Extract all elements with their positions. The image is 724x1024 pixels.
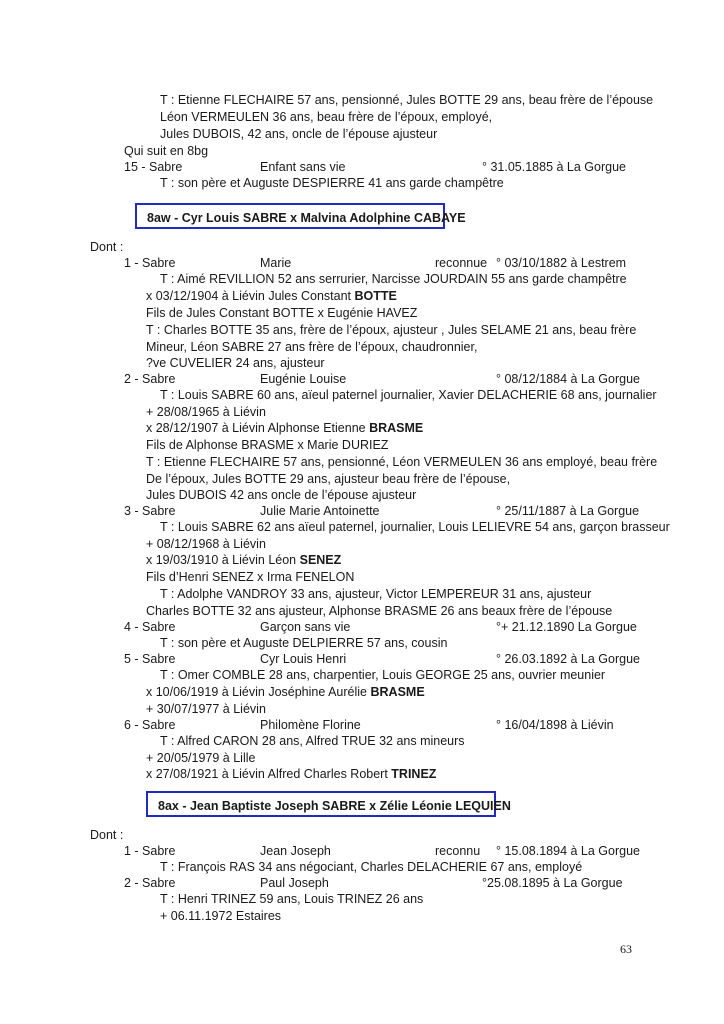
child-row (124, 371, 664, 387)
marriage-line: x 27/08/1921 à Liévin Alfred Charles Robert TRINEZ (146, 767, 437, 781)
child-birth: ° 26.03.1892 à La Gorgue (496, 652, 641, 666)
child-status: reconnu (435, 844, 481, 858)
child-number: 2 - Sabre (124, 876, 176, 890)
parents-line: Fils d’Henri SENEZ x Irma FENELON (146, 570, 355, 584)
child-birth: °25.08.1895 à La Gorgue (482, 876, 623, 890)
witness-line: T : Etienne FLECHAIRE 57 ans, pensionné, Jules BOTTE 29 ans, beau frère de l’épouse (160, 93, 654, 107)
death-line: + 30/07/1977 à Liévin (146, 702, 266, 716)
spouse-surname: BOTTE (354, 289, 397, 303)
child-status: reconnue (435, 256, 488, 270)
page-number: 63 (620, 942, 632, 956)
witness-line: Charles BOTTE 32 ans ajusteur, Alphonse BRASME 26 ans beaux frère de l’épouse (146, 604, 613, 618)
spouse-surname: BRASME (369, 421, 424, 435)
marriage-line: x 03/12/1904 à Liévin Jules Constant BOTTE (146, 289, 397, 303)
child-name: Philomène Florine (260, 718, 361, 732)
witness-line: T : Alfred CARON 28 ans, Alfred TRUE 32 ans mineurs (160, 734, 465, 748)
witness-line: T : Charles BOTTE 35 ans, frère de l’époux, ajusteur , Jules SELAME 21 ans, beau frère (146, 323, 637, 337)
witness-line: T : Etienne FLECHAIRE 57 ans, pensionné, Léon VERMEULEN 36 ans employé, beau frère (146, 455, 658, 469)
witness-line: T : François RAS 34 ans négociant, Charles DELACHERIE 67 ans, employé (160, 860, 583, 874)
child-row (124, 503, 664, 519)
witness-line: T : Louis SABRE 62 ans aïeul paternel, journalier, Louis LELIEVRE 54 ans, garçon brasseur (160, 520, 670, 534)
death-line: + 08/12/1968 à Liévin (146, 537, 266, 551)
child-name: Jean Joseph (260, 844, 331, 858)
parents-line: Fils de Jules Constant BOTTE x Eugénie HAVEZ (146, 306, 418, 320)
child-name: Eugénie Louise (260, 372, 347, 386)
dont-label: Dont : (90, 828, 124, 842)
witness-line: T : Louis SABRE 60 ans, aïeul paternel journalier, Xavier DELACHERIE 68 ans, journalier (160, 388, 657, 402)
spouse-surname: BRASME (370, 685, 425, 699)
family-header-8ax: 8ax - Jean Baptiste Joseph SABRE x Zélie Léonie LEQUIEN (146, 791, 496, 817)
child-row (124, 875, 664, 891)
child-row (124, 843, 664, 859)
child-number: 1 - Sabre (124, 256, 176, 270)
child-row (124, 255, 664, 271)
child-name: Cyr Louis Henri (260, 652, 347, 666)
marriage-line: x 10/06/1919 à Liévin Joséphine Aurélie BRASME (146, 685, 425, 699)
family-header-8aw: 8aw - Cyr Louis SABRE x Malvina Adolphine CABAYE (135, 203, 445, 229)
witness-line: Jules DUBOIS, 42 ans, oncle de l’épouse ajusteur (160, 127, 438, 141)
child-number: 5 - Sabre (124, 652, 176, 666)
witness-line: De l’époux, Jules BOTTE 29 ans, ajusteur beau frère de l’épouse, (146, 472, 511, 486)
marriage-line: x 19/03/1910 à Liévin Léon SENEZ (146, 553, 342, 567)
child-name: Julie Marie Antoinette (260, 504, 380, 518)
child-name: Paul Joseph (260, 876, 329, 890)
death-line: + 28/08/1965 à Liévin (146, 405, 266, 419)
child-row (124, 159, 664, 175)
child-birth: °+ 21.12.1890 La Gorgue (496, 620, 637, 634)
child-number: 6 - Sabre (124, 718, 176, 732)
child-birth: ° 08/12/1884 à La Gorgue (496, 372, 641, 386)
death-line: + 06.11.1972 Estaires (160, 909, 282, 923)
witness-line: Léon VERMEULEN 36 ans, beau frère de l’époux, employé, (160, 110, 493, 124)
child-name: Marie (260, 256, 292, 270)
child-row (124, 717, 664, 733)
witness-line: ?ve CUVELIER 24 ans, ajusteur (146, 356, 325, 370)
dont-label: Dont : (90, 240, 124, 254)
child-number: 2 - Sabre (124, 372, 176, 386)
child-number: 4 - Sabre (124, 620, 176, 634)
marriage-line: x 28/12/1907 à Liévin Alphonse Etienne BRASME (146, 421, 424, 435)
death-line: + 20/05/1979 à Lille (146, 751, 256, 765)
child-name: Garçon sans vie (260, 620, 351, 634)
witness-line: T : Omer COMBLE 28 ans, charpentier, Louis GEORGE 25 ans, ouvrier meunier (160, 668, 606, 682)
spouse-surname: SENEZ (299, 553, 342, 567)
child-row (124, 651, 664, 667)
child-number: 1 - Sabre (124, 844, 176, 858)
witness-line: T : Henri TRINEZ 59 ans, Louis TRINEZ 26 ans (160, 892, 424, 906)
child-birth: ° 31.05.1885 à La Gorgue (482, 160, 627, 174)
child-birth: ° 16/04/1898 à Liévin (496, 718, 614, 732)
child-birth: ° 03/10/1882 à Lestrem (496, 256, 627, 270)
child-row (124, 619, 664, 635)
note-line: Qui suit en 8bg (124, 144, 209, 158)
child-birth: ° 25/11/1887 à La Gorgue (496, 504, 640, 518)
child-name: Enfant sans vie (260, 160, 346, 174)
witness-line: T : Adolphe VANDROY 33 ans, ajusteur, Victor LEMPEREUR 31 ans, ajusteur (160, 587, 592, 601)
parents-line: Fils de Alphonse BRASME x Marie DURIEZ (146, 438, 389, 452)
child-number: 15 - Sabre (124, 160, 183, 174)
witness-line: Jules DUBOIS 42 ans oncle de l’épouse ajusteur (146, 488, 417, 502)
witness-line: T : son père et Auguste DELPIERRE 57 ans, cousin (160, 636, 448, 650)
child-birth: ° 15.08.1894 à La Gorgue (496, 844, 641, 858)
witness-line: Mineur, Léon SABRE 27 ans frère de l’époux, chaudronnier, (146, 340, 478, 354)
witness-line: T : Aimé REVILLION 52 ans serrurier, Narcisse JOURDAIN 55 ans garde champêtre (160, 272, 627, 286)
witness-line: T : son père et Auguste DESPIERRE 41 ans garde champêtre (160, 176, 504, 190)
child-number: 3 - Sabre (124, 504, 176, 518)
spouse-surname: TRINEZ (391, 767, 437, 781)
